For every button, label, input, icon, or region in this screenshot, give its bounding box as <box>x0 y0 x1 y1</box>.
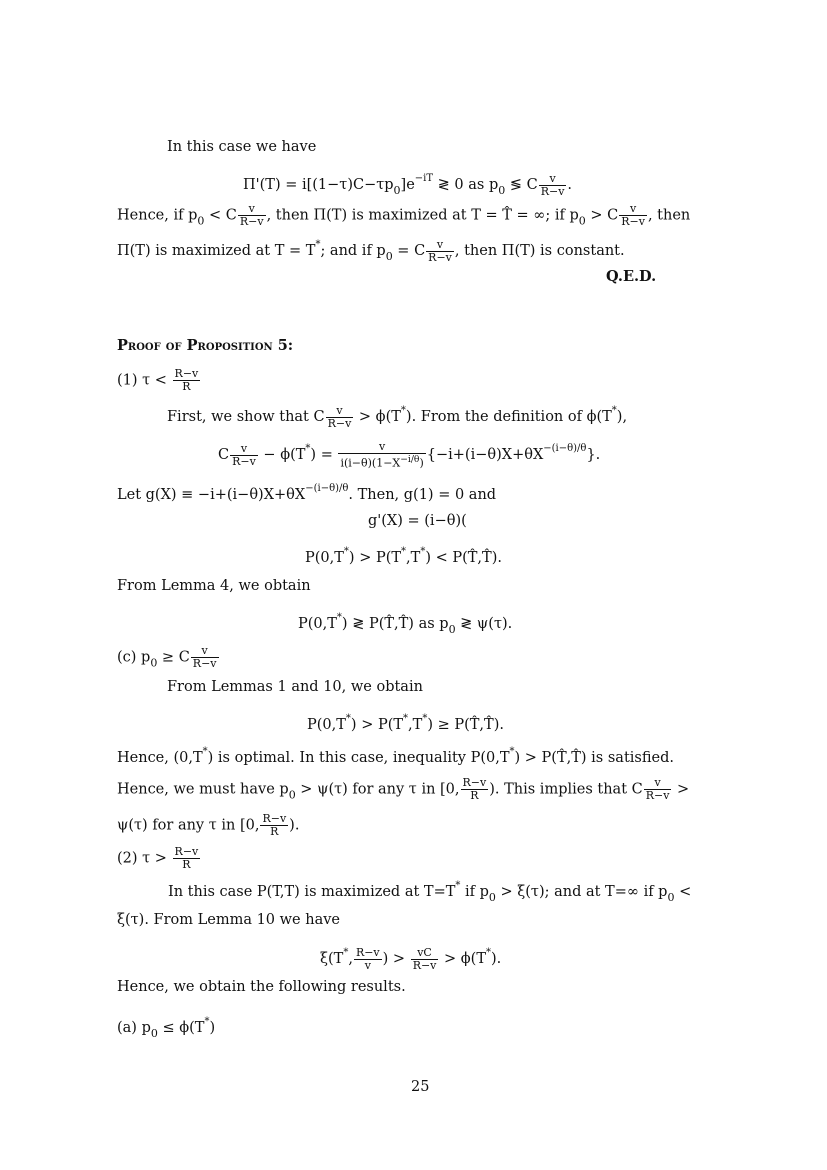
p-inequality-2: P(0,T*) > P(T*,T*) ≥ P(T̂,T̂). <box>307 713 504 733</box>
lemmas-line: From Lemmas 1 and 10, we obtain <box>167 679 423 695</box>
qed: Q.E.D. <box>606 268 657 285</box>
psi-line: ψ(τ) for any τ in [0, $\frac{R-v}{R}$ ). <box>117 812 300 838</box>
first-line: First, we show that C $\frac{v}{R-v}$ > ϕ(T*). From the definition of ϕ(T*), <box>167 403 628 430</box>
case-1: (1) τ < $\frac{R-v}{R}$ <box>117 367 199 393</box>
p-inequality-1: P(0,T*) > P(T*,T*) < P(T̂,T̂). <box>305 546 502 566</box>
case-c: (c) $p_0 \ge C$ $\frac{v}{R-v}$ <box>117 644 217 670</box>
equation-pi-prime: $\Pi'(T) = i[(1-\tau)C-\tau p_0]e^{-iT}$ ≷ 0 as $p_0$ ≶ C $\frac{v}{R-v}$ . <box>243 171 573 198</box>
page-number: 25 <box>411 1079 430 1095</box>
xi-line: ξ(τ). From Lemma 10 we have <box>117 912 341 928</box>
g-prime-line: g'(X) = (i−θ)( <box>368 513 467 529</box>
hence-results-line: Hence, we obtain the following results. <box>117 979 406 995</box>
p0-equation: P(0,T*) ≷ P(T̂,T̂) as $p_0$ ≷ ψ(τ). <box>298 612 513 636</box>
xi-equation: ξ(T*, $\frac{R-v}{v}$ ) > $\frac{vC}{R-v}$ > ϕ(T*). <box>320 945 502 972</box>
lemma-4-line: From Lemma 4, we obtain <box>117 578 311 594</box>
hence-line-1: Hence, if $p_0 < C$ $\frac{v}{R-v}$ , then Π(T) is maximized at T = T̂ = ∞; if $p_0 > C$ $\frac{v}{R-v}$ , then <box>117 202 691 228</box>
proof-heading: Proof of Proposition 5: <box>117 337 294 354</box>
in-this-case-line: In this case P(T,T) is maximized at T=T* if $p_0 > \xi(\tau)$; and at T=∞ if $p_0$ < <box>168 880 692 904</box>
case-2: (2) τ > $\frac{R-v}{R}$ <box>117 845 199 871</box>
optimal-line: Hence, (0,T*) is optimal. In this case, inequality P(0,T*) > P(T̂,T̂) is satisfied. <box>117 746 674 766</box>
intro-line: In this case we have <box>167 139 317 155</box>
hence-line-2: Π(T) is maximized at T = T*; and if $p_0 = C$ $\frac{v}{R-v}$ , then Π(T) is constant. <box>117 237 625 264</box>
let-g-line: Let $g(X) \equiv -i+(i-\theta)X+\theta X^{-(i-\theta)/\theta}$. Then, g(1) = 0 and <box>117 483 497 503</box>
equation-c-minus-phi: C $\frac{v}{R-v}$ − ϕ(T*) = $\frac{v}{i(i-\theta)(1-X^{-i/\theta})}$ $\{-i+(i-\theta)X+\theta X^{-(i-\theta)/\theta}\}$. <box>218 439 601 470</box>
case-a: (a) $p_0 \le \phi(T^*)$ <box>117 1016 216 1040</box>
must-have-line: Hence, we must have $p_0 > \psi(\tau)$ for any τ in [0, $\frac{R-v}{R}$ ). This implies that C $\frac{v}{R-v}$ > <box>117 776 690 802</box>
